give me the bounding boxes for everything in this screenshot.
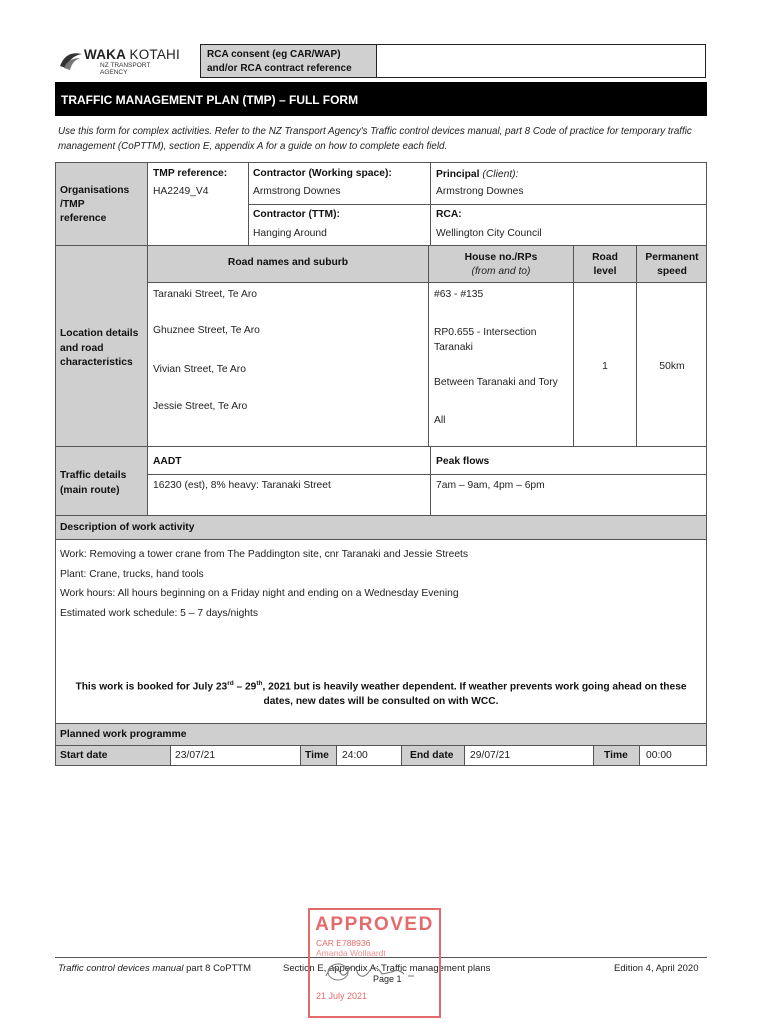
peak-flows-value: 7am – 9am, 4pm – 6pm (436, 480, 545, 491)
road-rp-2: RP0.655 - Intersection Taranaki (434, 327, 537, 353)
work-line-3: Work hours: All hours beginning on a Friday night and ending on a Wednesday Evening (60, 588, 459, 599)
end-time-label: Time (604, 750, 628, 761)
approved-stamp (308, 908, 441, 1018)
footer-left: Traffic control devices manual part 8 CoPTTM (58, 963, 252, 974)
stamp-car-number: CAR E788936 (316, 938, 371, 948)
programme-label: Planned work programme (60, 729, 187, 740)
start-time-label: Time (305, 750, 329, 761)
road-name-2: Ghuznee Street, Te Aro (153, 325, 260, 336)
col-house-no: House no./RPs (from and to) (464, 252, 538, 277)
road-rp-1: #63 - #135 (434, 289, 484, 300)
work-description-label: Description of work activity (60, 522, 195, 533)
location-label: Location details and road characteristics (60, 328, 139, 368)
waka-kotahi-logo-icon (58, 48, 84, 72)
contractor-ws-value: Armstrong Downes (253, 186, 341, 197)
stamp-title: APPROVED (315, 914, 434, 935)
intro-text: Use this form for complex activities. Refer to the NZ Transport Agency's Traffic control devices manual, part 8 Code of practice for temporary traffic management (CoPTTM), section E, appendix A for a guide on how to complete each field. (58, 126, 692, 152)
work-description-body (60, 545, 468, 623)
road-rp-4: All (434, 415, 446, 426)
traffic-label: Traffic details (main route) (60, 470, 127, 496)
logo-subtitle: NZ TRANSPORT AGENCY (100, 62, 151, 76)
col-road-names: Road names and suburb (227, 257, 349, 268)
organisations-label: Organisations /TMP reference (60, 185, 130, 224)
peak-flows-label: Peak flows (436, 456, 490, 467)
road-level-value: 1 (602, 361, 608, 372)
work-line-4: Estimated work schedule: 5 – 7 days/nights (60, 607, 259, 619)
road-name-3: Vivian Street, Te Aro (153, 364, 246, 375)
footer-right: Edition 4, April 2020 (614, 963, 699, 974)
weather-note: This work is booked for July 23rd – 29th, 2021 but is heavily weather dependent. If weather prevents work going ahead on these dates, new dates will be consulted on with WCC. (75, 680, 687, 708)
principal-label: Principal (Client): (436, 169, 519, 180)
rca-label: RCA: (436, 209, 462, 220)
work-line-2: Plant: Crane, trucks, hand tools (60, 568, 204, 580)
road-rp-3: Between Taranaki and Tory (434, 377, 558, 388)
tmp-reference-value: HA2249_V4 (153, 186, 209, 197)
stamp-approver: Amanda Wollaardt (316, 948, 386, 958)
tmp-reference-label: TMP reference: (153, 168, 228, 179)
principal-value: Armstrong Downes (436, 186, 524, 197)
footer-page: Page 1 (373, 974, 402, 984)
rca-consent-label: RCA consent (eg CAR/WAP) and/or RCA contract reference (201, 45, 377, 77)
end-time-value: 00:00 (646, 750, 672, 761)
start-date-value: 23/07/21 (175, 750, 216, 761)
rca-consent-field[interactable] (377, 45, 705, 77)
rca-consent-box (200, 44, 706, 78)
road-name-4: Jessie Street, Te Aro (153, 401, 248, 412)
permanent-speed-value: 50km (659, 361, 685, 372)
footer-center: Section E, appendix A: Traffic management plans (283, 963, 491, 974)
stamp-date: 21 July 2021 (316, 991, 368, 1001)
logo-wordmark: WAKA KOTAHI (84, 47, 180, 62)
col-permanent-speed: Permanent speed (645, 252, 699, 277)
end-date-value: 29/07/21 (470, 750, 511, 761)
contractor-ws-label: Contractor (Working space): (253, 168, 392, 179)
rca-value: Wellington City Council (436, 228, 542, 239)
aadt-label: AADT (153, 456, 182, 467)
road-name-1: Taranaki Street, Te Aro (153, 289, 257, 300)
form-title: TRAFFIC MANAGEMENT PLAN (TMP) – FULL FORM (55, 82, 707, 116)
signature-icon (318, 958, 428, 984)
work-line-1: Work: Removing a tower crane from The Paddington site, cnr Taranaki and Jessie Streets (60, 549, 469, 560)
contractor-ttm-label: Contractor (TTM): (253, 209, 340, 220)
start-time-value: 24:00 (342, 750, 368, 761)
contractor-ttm-value: Hanging Around (253, 228, 327, 239)
end-date-label: End date (410, 750, 454, 761)
col-road-level: Road level (592, 252, 618, 277)
aadt-value: 16230 (est), 8% heavy: Taranaki Street (153, 480, 331, 491)
start-date-label: Start date (60, 750, 108, 761)
